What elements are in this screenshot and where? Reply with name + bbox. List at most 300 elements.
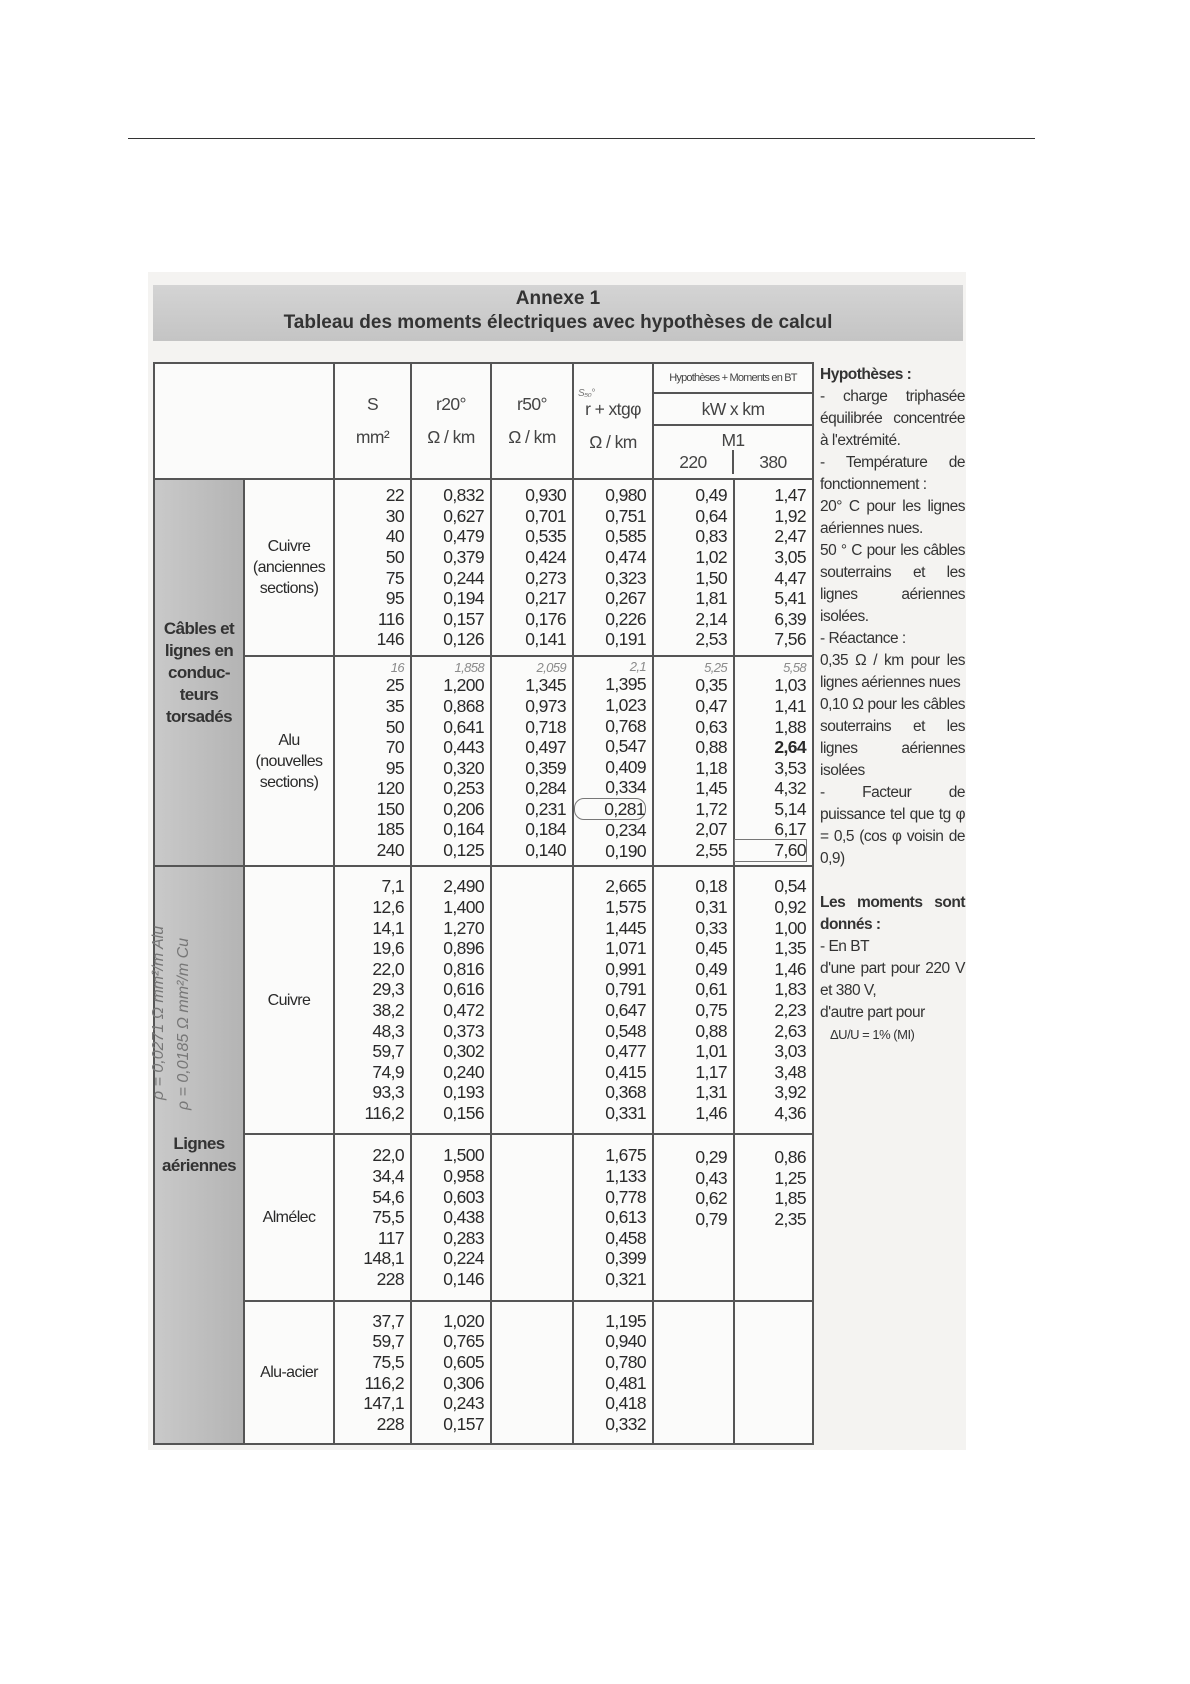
hypotheses-panel <box>820 364 965 1046</box>
cell-value: 0,613 <box>605 1207 646 1228</box>
cell-value: 50 <box>385 716 404 737</box>
cell-value: 0,283 <box>443 1227 484 1248</box>
cell-value: 0,791 <box>605 979 646 1000</box>
header-moments <box>653 363 813 479</box>
cell-value: 1,72 <box>695 798 727 819</box>
cell-value: 1,500 <box>443 1145 484 1166</box>
material-label: Alu (nouvelles sections) <box>244 656 334 866</box>
cell-value: 148,1 <box>363 1248 404 1269</box>
hypothesis-line: - Facteur de puissance tel que tg φ = 0,5 (cos φ voisin de 0,9) <box>820 784 965 867</box>
cell-value: 0,477 <box>605 1041 646 1062</box>
cell-value: 0,29 <box>695 1147 727 1167</box>
header-220v: 220 <box>654 450 734 474</box>
cell-value: 0,481 <box>605 1372 646 1393</box>
hypothesis-line: - Réactance : <box>820 630 906 647</box>
cell-value: 0,253 <box>443 778 484 799</box>
cell-value: 0,438 <box>443 1207 484 1228</box>
column-r50 <box>491 479 573 656</box>
cell-value: 0,284 <box>525 778 566 799</box>
column-s <box>334 1301 411 1444</box>
cell-value: 0,778 <box>605 1186 646 1207</box>
handwritten-margin-note-cu: ρ = 0,0185 Ω mm²/m Cu <box>175 937 192 1110</box>
hypothesis-line: - Température de fonctionnement : <box>820 454 965 493</box>
cell-value: 0,244 <box>443 567 484 588</box>
header-s-unit: mm² <box>355 427 390 447</box>
cell-value: 1,133 <box>605 1166 646 1187</box>
cell-value: 0,323 <box>605 567 646 588</box>
cell-value: 120 <box>376 778 404 799</box>
cell-value: 95 <box>385 757 404 778</box>
cell-value: 0,306 <box>443 1372 484 1393</box>
cell-value: 0,157 <box>443 608 484 629</box>
column-m380 <box>734 1134 813 1301</box>
cell-value: 0,765 <box>443 1331 484 1352</box>
cell-value: 0,458 <box>605 1227 646 1248</box>
hypothesis-line: 20° C pour les lignes aériennes nues. <box>820 498 965 537</box>
cell-value: 1,02 <box>695 546 727 567</box>
cell-value: 2,53 <box>695 629 727 650</box>
column-r50 <box>491 656 573 866</box>
cell-value: 19,6 <box>372 938 404 959</box>
cell-value: 0,146 <box>443 1268 484 1289</box>
cell-value: 0,88 <box>695 1020 727 1041</box>
column-m220 <box>653 866 734 1134</box>
cell-value: 0,334 <box>605 777 646 798</box>
header-380v: 380 <box>759 452 787 472</box>
column-rx <box>573 866 653 1134</box>
cell-value: 0,217 <box>525 588 566 609</box>
hypothesis-line: 0,35 Ω / km pour les lignes aériennes nues <box>820 652 965 691</box>
cell-value: 0,603 <box>443 1186 484 1207</box>
cell-value: 25 <box>385 675 404 696</box>
column-m220 <box>653 1134 734 1301</box>
cell-value: 1,01 <box>695 1041 727 1062</box>
cell-value: 22,0 <box>372 958 404 979</box>
cell-value: 0,535 <box>525 526 566 547</box>
cell-value: 6,39 <box>774 608 806 629</box>
cell-value: 0,896 <box>443 938 484 959</box>
cell-value: 0,126 <box>443 629 484 650</box>
cell-value: 1,071 <box>605 938 646 959</box>
cell-value: 0,605 <box>443 1351 484 1372</box>
cell-value: 2,490 <box>443 876 484 897</box>
cell-value: 1,17 <box>695 1061 727 1082</box>
cell-value: 0,240 <box>443 1061 484 1082</box>
column-s <box>334 866 411 1134</box>
handwritten-value: 1,858 <box>454 660 484 676</box>
cell-value: 4,36 <box>774 1102 806 1123</box>
cell-value: 2,55 <box>695 840 727 861</box>
column-r20 <box>411 866 491 1134</box>
cell-value: 74,9 <box>372 1061 404 1082</box>
cell-value: 1,00 <box>774 917 806 938</box>
cell-value: 5,14 <box>774 798 806 819</box>
category-aeriennes-label: Lignes aériennes <box>162 1134 236 1175</box>
cell-value: 0,320 <box>443 757 484 778</box>
cell-value: 0,54 <box>774 876 806 897</box>
cell-value: 116,2 <box>364 1102 404 1123</box>
cell-value: 4,47 <box>774 567 806 588</box>
cell-value: 0,868 <box>443 695 484 716</box>
cell-value: 0,64 <box>695 505 727 526</box>
cell-value: 0,321 <box>605 1268 646 1289</box>
header-r50-unit: Ω / km <box>508 427 556 447</box>
cell-value: 0,62 <box>695 1188 727 1209</box>
material-label: Cuivre (anciennes sections) <box>244 479 334 656</box>
cell-value: 0,930 <box>525 485 566 506</box>
cell-value: 0,243 <box>443 1393 484 1414</box>
column-r20 <box>411 1134 491 1301</box>
cell-value: 0,79 <box>695 1208 727 1229</box>
column-rx <box>573 479 653 656</box>
cell-value: 0,379 <box>443 546 484 567</box>
cell-value: 0,18 <box>695 876 727 897</box>
cell-value: 0,479 <box>443 526 484 547</box>
cell-value: 93,3 <box>372 1082 404 1103</box>
horizontal-rule <box>128 138 1035 139</box>
column-m380 <box>734 479 813 656</box>
cell-value: 0,424 <box>525 546 566 567</box>
group-row <box>154 479 813 656</box>
cell-value: 3,05 <box>774 546 806 567</box>
cell-value: 0,45 <box>695 938 727 959</box>
cell-value: 150 <box>376 798 404 819</box>
hypothesis-line: d'une part pour 220 V et 380 V, <box>820 960 965 999</box>
cell-value: 1,83 <box>774 979 806 1000</box>
cell-value: 59,7 <box>372 1041 404 1062</box>
hypothesis-line: 50 ° C pour les câbles souterrains et les lignes aériennes isolées. <box>820 542 965 625</box>
cell-value: 6,17 <box>774 819 806 840</box>
header-r50-label: r50° <box>517 394 547 414</box>
cell-value: 0,816 <box>443 958 484 979</box>
header-r20-unit: Ω / km <box>427 427 475 447</box>
cell-value: 0,125 <box>443 840 484 861</box>
cell-value: 0,164 <box>443 819 484 840</box>
cell-value: 3,03 <box>774 1041 806 1062</box>
cell-value: 0,47 <box>695 695 727 716</box>
cell-value: 0,474 <box>605 546 646 567</box>
cell-value: 0,63 <box>695 716 727 737</box>
cell-value: 1,35 <box>774 938 806 959</box>
cell-value: 228 <box>376 1413 404 1434</box>
cell-value: 0,193 <box>443 1082 484 1103</box>
annex-number: Annexe 1 <box>515 288 601 309</box>
hypothesis-line: 0,10 Ω pour les câbles souterrains et les lignes aériennes isolées <box>820 696 965 779</box>
column-s <box>334 479 411 656</box>
hypothesis-line: d'autre part pour <box>820 1004 925 1021</box>
cell-value: 2,64 <box>774 737 806 758</box>
cell-value: 185 <box>376 819 404 840</box>
cell-value: 146 <box>376 629 404 650</box>
handwritten-value: 2,059 <box>536 660 566 676</box>
cell-value: 0,140 <box>525 840 566 861</box>
cell-value: 0,359 <box>525 757 566 778</box>
cell-value: 0,399 <box>605 1248 646 1269</box>
cell-value: 0,31 <box>695 897 727 918</box>
cell-value: 22 <box>385 485 404 506</box>
handwritten-margin-note-alu: ρ = 0,0271 Ω mm²/m Alu <box>150 925 167 1100</box>
cell-value: 116 <box>377 608 404 629</box>
cell-value: 0,43 <box>695 1167 727 1188</box>
cell-value: 0,332 <box>605 1413 646 1434</box>
cell-value: 1,195 <box>605 1310 646 1331</box>
column-rx <box>573 656 653 866</box>
cell-value: 1,46 <box>774 958 806 979</box>
cell-value: 0,33 <box>695 917 727 938</box>
moments-title: Les moments sont donnés : <box>820 894 965 933</box>
column-m220 <box>653 656 734 866</box>
group-row <box>154 866 813 1134</box>
cell-value: 75,5 <box>372 1207 404 1228</box>
header-s <box>334 363 411 479</box>
cell-value: 116,2 <box>364 1372 404 1393</box>
cell-value: 3,48 <box>774 1061 806 1082</box>
cell-value: 14,1 <box>372 917 404 938</box>
cell-value: 0,418 <box>605 1393 646 1414</box>
cell-value: 0,86 <box>774 1147 806 1167</box>
cell-value: 0,273 <box>525 567 566 588</box>
cell-value: 0,49 <box>695 485 727 506</box>
cell-value: 0,616 <box>443 979 484 1000</box>
column-s <box>334 656 411 866</box>
cell-value: 1,45 <box>695 778 727 799</box>
material-label: Alu-acier <box>244 1301 334 1444</box>
column-r20 <box>411 656 491 866</box>
cell-value: 0,281 <box>574 798 646 821</box>
column-m220 <box>653 479 734 656</box>
group-row <box>154 1301 813 1444</box>
cell-value: 0,184 <box>525 819 566 840</box>
cell-value: 1,345 <box>525 675 566 696</box>
cell-value: 1,46 <box>695 1102 727 1123</box>
cell-value: 0,585 <box>605 526 646 547</box>
cell-value: 2,23 <box>774 1000 806 1020</box>
header-s-label: S <box>366 394 379 414</box>
cell-value: 0,768 <box>605 715 646 736</box>
column-r20 <box>411 1301 491 1444</box>
category-cables <box>154 479 244 866</box>
cell-value: 54,6 <box>372 1186 404 1207</box>
column-m220 <box>653 1301 734 1444</box>
cell-value: 37,7 <box>372 1310 404 1331</box>
cell-value: 0,497 <box>525 737 566 758</box>
cell-value: 7,1 <box>381 876 404 897</box>
cell-value: 0,83 <box>695 526 727 547</box>
column-r50 <box>491 1301 573 1444</box>
cell-value: 117 <box>377 1227 404 1248</box>
cell-value: 2,14 <box>695 608 727 629</box>
cell-value: 0,443 <box>443 737 484 758</box>
cell-value: 5,41 <box>774 588 806 609</box>
cell-value: 1,47 <box>774 485 806 506</box>
cell-value: 1,270 <box>443 917 484 938</box>
cell-value: 59,7 <box>372 1331 404 1352</box>
cell-value: 1,675 <box>605 1145 646 1166</box>
cell-value: 0,176 <box>525 608 566 629</box>
cell-value: 0,226 <box>605 608 646 629</box>
cell-value: 0,194 <box>443 588 484 609</box>
cell-value: 0,49 <box>695 958 727 979</box>
cell-value: 147,1 <box>363 1393 404 1414</box>
cell-value: 1,03 <box>774 675 806 696</box>
cell-value: 7,60 <box>735 840 806 861</box>
cell-value: 12,6 <box>372 897 404 918</box>
header-row <box>154 363 813 479</box>
cell-value: 0,141 <box>525 629 566 650</box>
column-m380 <box>734 1301 813 1444</box>
cell-value: 1,85 <box>774 1188 806 1209</box>
cell-value: 2,63 <box>774 1020 806 1041</box>
cell-value: 0,92 <box>774 897 806 918</box>
header-r20-label: r20° <box>436 394 466 414</box>
cell-value: 0,373 <box>443 1020 484 1041</box>
cell-value: 0,35 <box>695 675 727 696</box>
cell-value: 0,647 <box>605 1000 646 1020</box>
cell-value: 0,940 <box>605 1331 646 1352</box>
cell-value: 35 <box>385 695 404 716</box>
cell-value: 0,415 <box>605 1061 646 1082</box>
cell-value: 1,41 <box>774 695 806 716</box>
cell-value: 0,780 <box>605 1351 646 1372</box>
column-r20 <box>411 479 491 656</box>
cell-value: 0,958 <box>443 1166 484 1187</box>
cell-value: 0,701 <box>525 505 566 526</box>
cell-value: 30 <box>385 505 404 526</box>
cell-value: 0,627 <box>443 505 484 526</box>
cell-value: 0,156 <box>443 1102 484 1123</box>
cell-value: 1,92 <box>774 505 806 526</box>
cell-value: 0,548 <box>605 1020 646 1041</box>
cell-value: 0,368 <box>605 1082 646 1103</box>
header-blank <box>154 363 334 479</box>
moments-table <box>153 362 814 1445</box>
cell-value: 40 <box>385 526 404 547</box>
cell-value: 228 <box>376 1268 404 1289</box>
cell-value: 95 <box>385 588 404 609</box>
cell-value: 0,641 <box>443 716 484 737</box>
cell-value: 0,224 <box>443 1248 484 1269</box>
material-label: Almélec <box>244 1134 334 1301</box>
cell-value: 50 <box>385 546 404 567</box>
handwritten-value: 5,25 <box>704 660 727 676</box>
header-m1: M1 <box>721 430 745 450</box>
category-cables-label: Câbles et lignes en conduc- teurs torsadés <box>163 618 235 726</box>
cell-value: 0,409 <box>605 756 646 777</box>
column-rx <box>573 1301 653 1444</box>
cell-value: 0,88 <box>695 737 727 758</box>
cell-value: 1,395 <box>605 674 646 695</box>
cell-value: 75 <box>385 567 404 588</box>
cell-value: 1,023 <box>605 694 646 715</box>
header-hypotheses: Hypothèses + Moments en BT <box>654 364 812 394</box>
cell-value: 48,3 <box>372 1020 404 1041</box>
cell-value: 1,81 <box>695 588 727 609</box>
cell-value: 0,157 <box>443 1413 484 1434</box>
cell-value: 7,56 <box>774 629 806 650</box>
cell-value: 0,61 <box>695 979 727 1000</box>
column-m380 <box>734 866 813 1134</box>
cell-value: 0,751 <box>605 505 646 526</box>
cell-value: 70 <box>385 737 404 758</box>
cell-value: 1,575 <box>605 897 646 918</box>
cell-value: 0,547 <box>605 736 646 757</box>
cell-value: 0,991 <box>605 958 646 979</box>
table-title: Tableau des moments électriques avec hypothèses de calcul <box>283 312 833 333</box>
material-label: Cuivre <box>244 866 334 1134</box>
annex-title <box>153 285 963 341</box>
cell-value: 29,3 <box>372 979 404 1000</box>
cell-value: 1,18 <box>695 757 727 778</box>
cell-value: 0,206 <box>443 798 484 819</box>
cell-value: 2,07 <box>695 819 727 840</box>
column-r50 <box>491 866 573 1134</box>
voltage-drop-formula: ΔU/U = 1% (MI) <box>830 1027 915 1042</box>
cell-value: 0,234 <box>605 820 646 841</box>
hypothesis-line: - charge triphasée équilibrée concentrée à l'extrémité. <box>820 388 965 449</box>
handwritten-value: 5,58 <box>783 660 806 676</box>
cell-value: 22,0 <box>372 1145 404 1166</box>
cell-value: 0,231 <box>525 798 566 819</box>
cell-value: 1,020 <box>443 1310 484 1331</box>
cell-value: 1,88 <box>774 716 806 737</box>
handwritten-note: S₅₀° <box>578 388 595 399</box>
cell-value: 0,980 <box>605 485 646 506</box>
cell-value: 0,302 <box>443 1041 484 1062</box>
hypothesis-line: - En BT <box>820 938 870 955</box>
column-r50 <box>491 1134 573 1301</box>
cell-value: 1,200 <box>443 675 484 696</box>
header-rx-label: r + xtgφ <box>585 399 641 419</box>
cell-value: 0,472 <box>443 1000 484 1020</box>
group-row <box>154 656 813 866</box>
cell-value: 75,5 <box>372 1351 404 1372</box>
cell-value: 3,92 <box>774 1082 806 1103</box>
cell-value: 1,400 <box>443 897 484 918</box>
cell-value: 1,50 <box>695 567 727 588</box>
cell-value: 2,47 <box>774 526 806 547</box>
header-rx-unit: Ω / km <box>589 432 637 452</box>
column-s <box>334 1134 411 1301</box>
cell-value: 3,53 <box>774 757 806 778</box>
handwritten-value: 16 <box>390 660 404 676</box>
cell-value: 38,2 <box>372 1000 404 1020</box>
cell-value: 0,191 <box>605 629 646 650</box>
cell-value: 0,832 <box>443 485 484 506</box>
column-rx <box>573 1134 653 1301</box>
hypotheses-title: Hypothèses : <box>820 366 912 383</box>
header-rx <box>573 363 653 479</box>
cell-value: 0,973 <box>525 695 566 716</box>
cell-value: 0,267 <box>605 588 646 609</box>
cell-value: 2,35 <box>774 1208 806 1229</box>
cell-value: 0,75 <box>695 1000 727 1020</box>
cell-value: 1,445 <box>605 917 646 938</box>
cell-value: 240 <box>376 840 404 861</box>
header-unit-kwkm: kW x km <box>654 394 812 426</box>
cell-value: 34,4 <box>372 1166 404 1187</box>
cell-value: 0,718 <box>525 716 566 737</box>
cell-value: 1,25 <box>774 1167 806 1188</box>
group-row <box>154 1134 813 1301</box>
header-r20 <box>411 363 491 479</box>
cell-value: 0,190 <box>605 841 646 862</box>
cell-value: 4,32 <box>774 778 806 799</box>
column-m380 <box>734 656 813 866</box>
cell-value: 0,331 <box>605 1102 646 1123</box>
header-r50 <box>491 363 573 479</box>
cell-value: 1,31 <box>695 1082 727 1103</box>
cell-value: 2,665 <box>605 876 646 897</box>
